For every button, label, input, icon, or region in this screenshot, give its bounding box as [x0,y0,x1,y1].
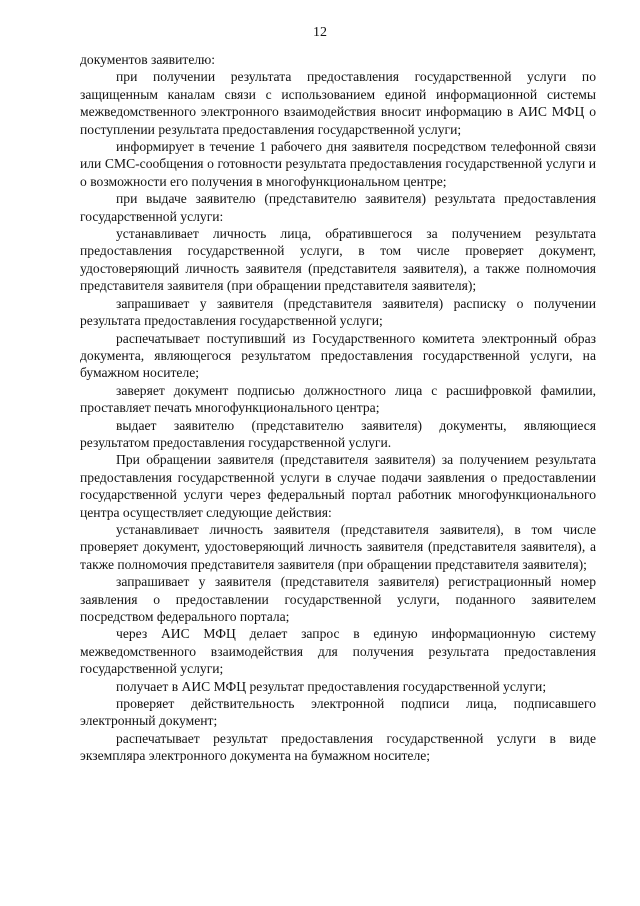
paragraph: распечатывает результат предоставления государственной услуги в виде экземпляра электронного документа на бумажном носителе; [80,730,596,764]
paragraph: распечатывает поступивший из Государственного комитета электронный образ документа, являющегося результатом предоставления государственной услуги, на бумажном носителе; [80,330,596,381]
paragraph: устанавливает личность лица, обратившегося за получением результата предоставления государственной услуги, в том числе проверяет документ, удостоверяющий личность заявителя (представителя заявителя), а также полномочия представителя заявителя (при обращении представителя заявителя); [80,226,596,294]
paragraph: запрашивает у заявителя (представителя заявителя) расписку о получении результата предоставления государственной услуги; [80,295,596,329]
paragraph: при получении результата предоставления государственной услуги по защищенным каналам связи с использованием единой информационной системы межведомственного электронного взаимодействия вносит информацию в АИС МФЦ о поступлении результата предоставления государственной услуги; [80,69,596,137]
page-number: 12 [313,25,327,40]
paragraph: проверяет действительность электронной подписи лица, подписавшего электронный документ; [80,696,596,729]
paragraph: устанавливает личность заявителя (представителя заявителя), в том числе проверяет документ, удостоверяющий личность заявителя (представителя заявителя), а также полномочия представителя заявителя (при обращении представителя заявителя); [80,521,596,572]
paragraph: через АИС МФЦ делает запрос в единую информационную систему межведомственного взаимодействия для получения результата предоставления государственной услуги; [80,626,596,677]
paragraph: При обращении заявителя (представителя заявителя) за получением результата предоставления государственной услуги в случае подачи заявления о предоставлении государственной услуги через федеральный портал работник многофункционального центра осуществляет следующие действия: [80,452,596,520]
paragraph: выдает заявителю (представителю заявителя) документы, являющиеся результатом предоставления государственной услуги. [80,417,596,450]
paragraph: запрашивает у заявителя (представителя заявителя) регистрационный номер заявления о предоставлении государственной услуги, поданного заявителем посредством федерального портала; [80,574,596,624]
paragraph: информирует в течение 1 рабочего дня заявителя посредством телефонной связи или СМС-сообщения о готовности результата предоставления государственной услуги и о возможности его получения в многофункциональном центре; [80,139,596,189]
paragraph: заверяет документ подписью должностного лица с расшифровкой фамилии, проставляет печать многофункционального центра; [80,382,596,416]
paragraph: при выдаче заявителю (представителю заявителя) результата предоставления государственной услуги: [80,191,596,224]
paragraph-continuation: документов заявителю: [80,52,216,67]
paragraph: получает в АИС МФЦ результат предоставления государственной услуги; [116,678,547,694]
document-body [80,51,596,765]
